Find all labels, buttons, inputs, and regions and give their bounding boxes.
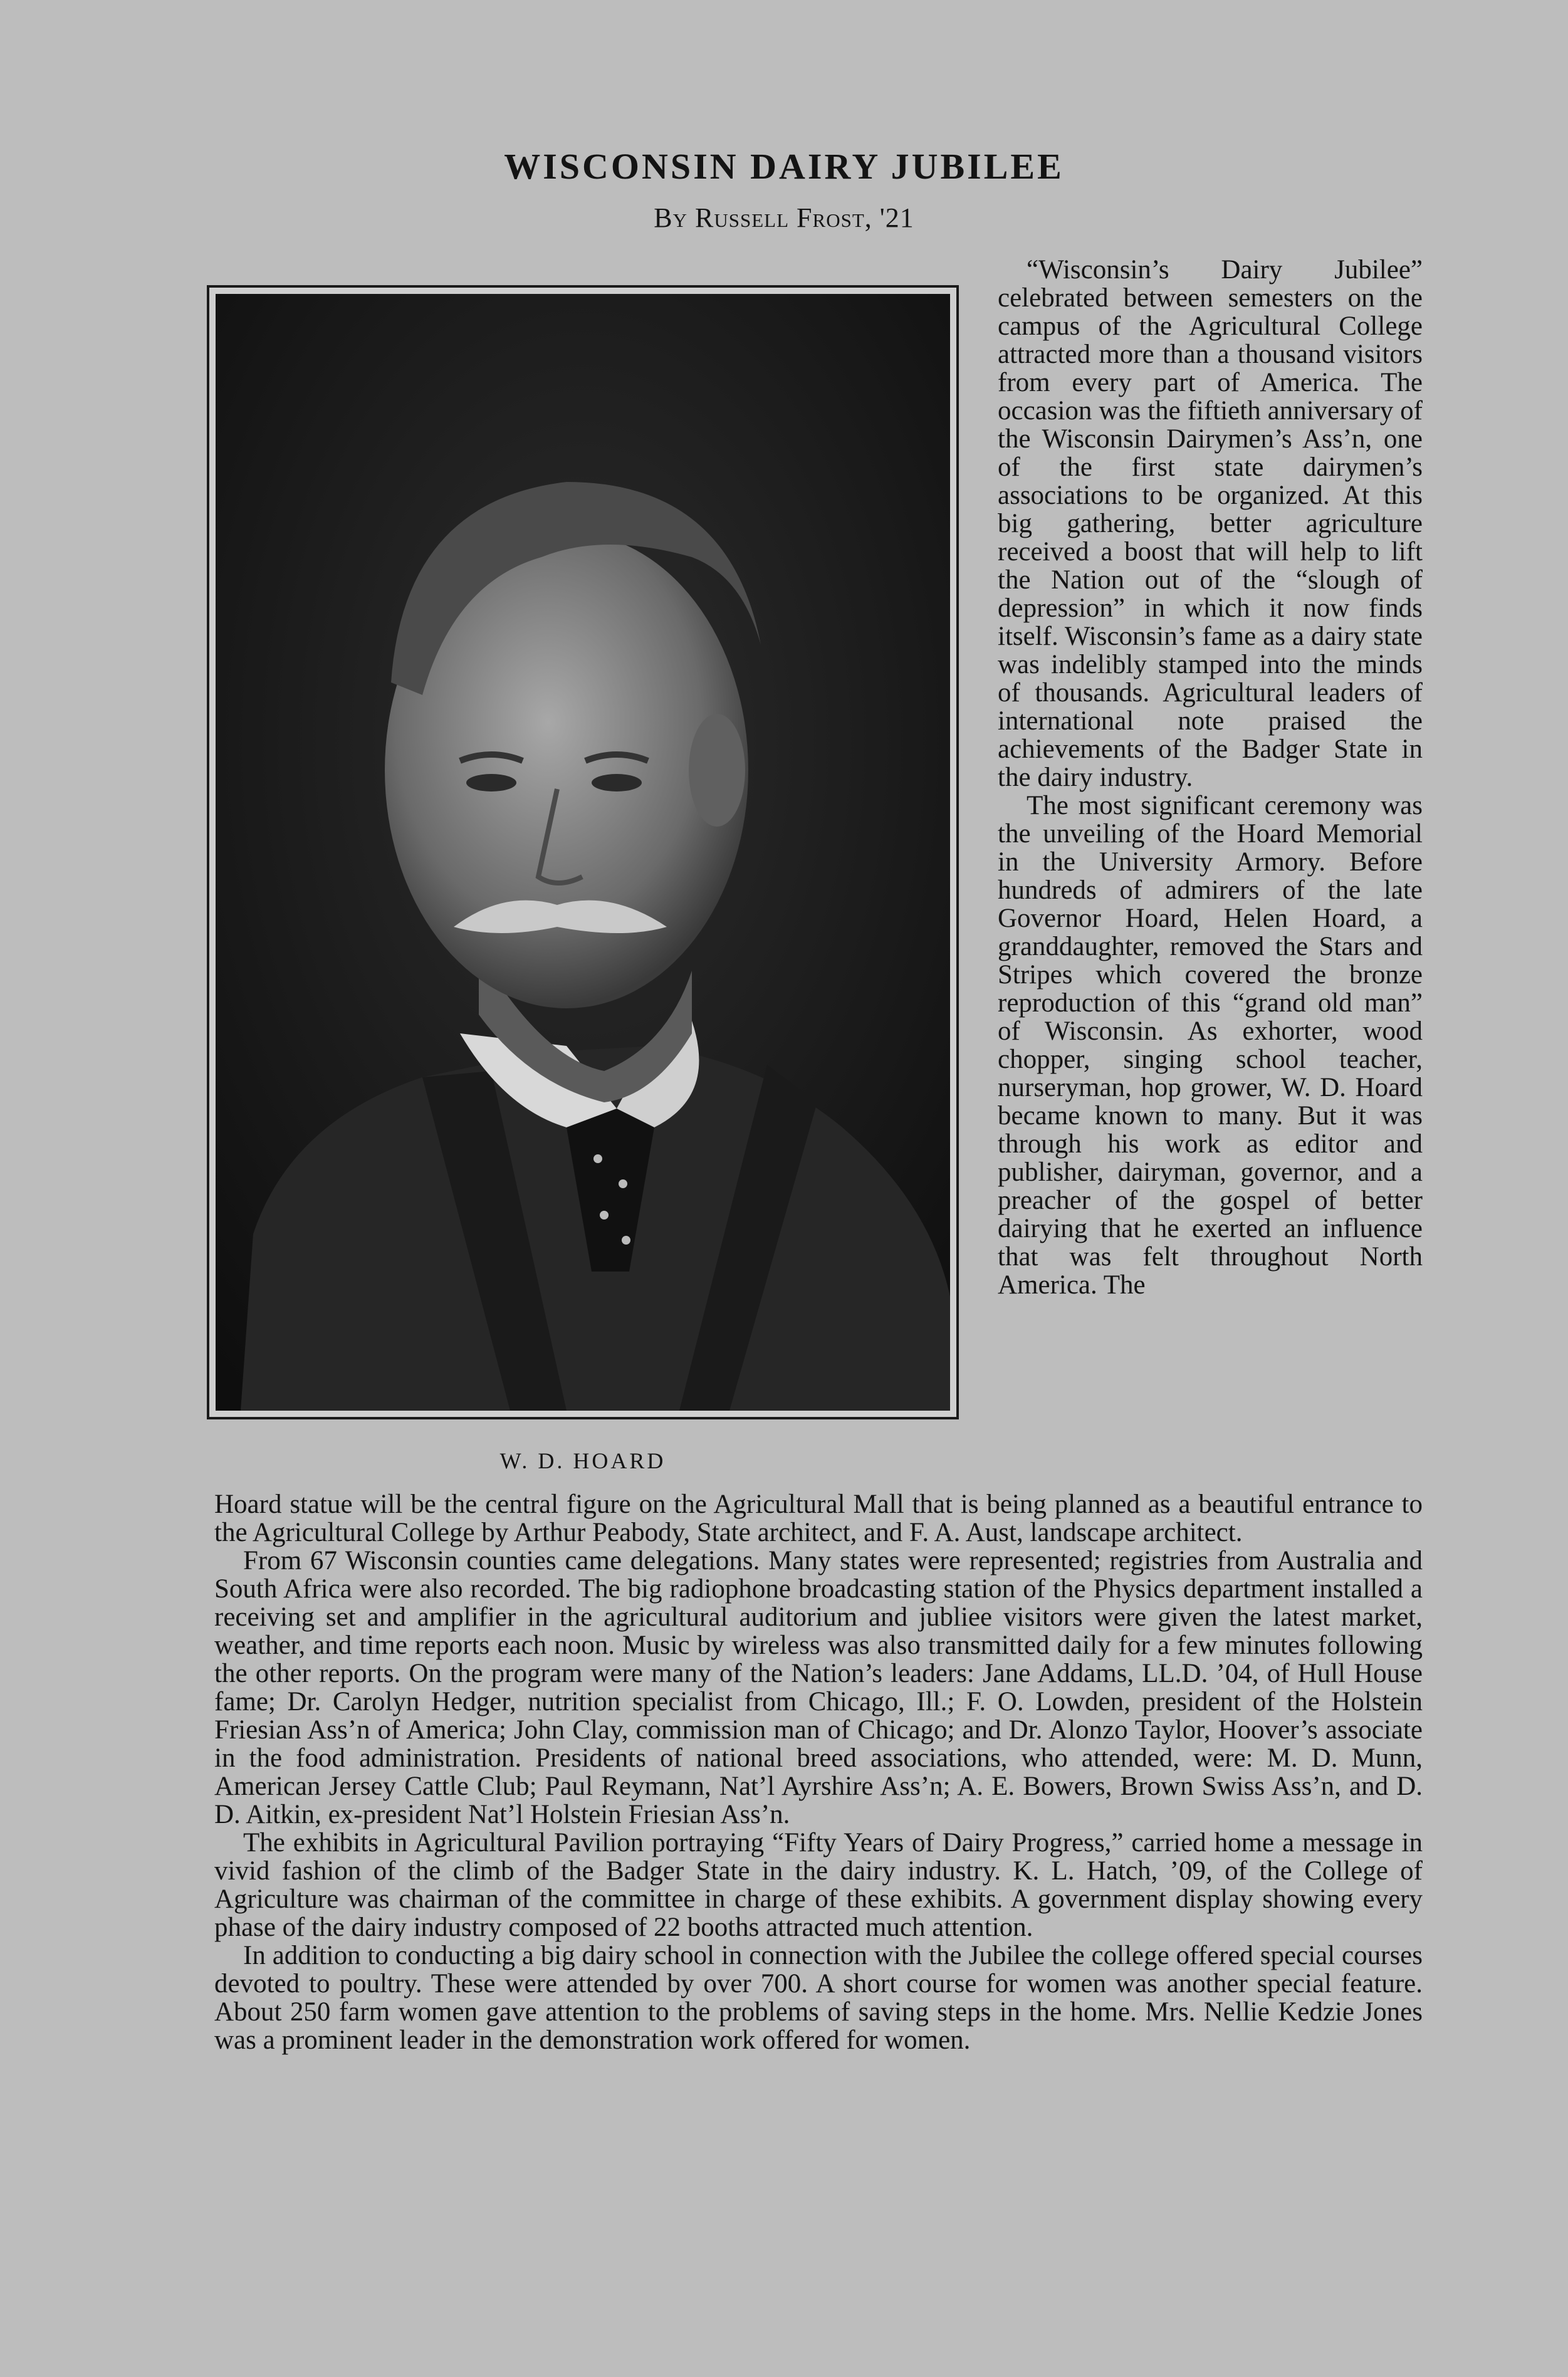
article-column-text (998, 256, 1423, 1299)
article-byline: By Russell Frost, '21 (654, 202, 914, 233)
article-paragraph: From 67 Wisconsin counties came delegations. Many states were represented; registries from Australia and South Africa were also recorded. The big radiophone broadcasting station of the Physics department installed a receiving set and amplifier in the agricultural auditorium and jubliee visitors were given the latest market, weather, and time reports each noon. Music by wireless was also transmitted daily for a few minutes following the other reports. On the program were many of the Nation’s leaders: Jane Addams, LL.D. ’04, of Hull House fame; Dr. Carolyn Hedger, nutrition specialist from Chicago, Ill.; F. O. Lowden, president of the Holstein Friesian Ass’n of America; John Clay, commission man of Chicago; and Dr. Alonzo Taylor, Hoover’s associate in the food administration. Presidents of national breed associations, who attended, were: M. D. Munn, American Jersey Cattle Club; Paul Reymann, Nat’l Ayrshire Ass’n; A. E. Bowers, Brown Swiss Ass’n, and D. D. Aitkin, ex-president Nat’l Holstein Friesian Ass’n. (214, 1546, 1423, 1829)
photo-caption: W. D. HOARD (499, 1448, 666, 1473)
portrait-photo (216, 294, 950, 1411)
article-paragraph: “Wisconsin’s Dairy Jubilee” celebrated between semesters on the campus of the Agricultural College attracted more than a thousand visitors from every part of America. The occasion was the fiftieth anniversary of the Wisconsin Dairymen’s Ass’n, one of the first state dairymen’s associations to be organized. At this big gathering, better agriculture received a boost that will help to lift the Nation out of the “slough of depression” in which it now finds itself. Wisconsin’s fame as a dairy state was indelibly stamped into the minds of thousands. Agricultural leaders of international note praised the achievements of the Badger State in the dairy industry. (998, 255, 1423, 792)
article-paragraph: The most significant ceremony was the unveiling of the Hoard Memorial in the University Armory. Before hundreds of admirers of the late Governor Hoard, Helen Hoard, a granddaughter, removed the Stars and Stripes which covered the bronze reproduction of this “grand old man” of Wisconsin. As exhorter, wood chopper, singing school teacher, nurseryman, hop grower, W. D. Hoard became known to many. But it was through his work as editor and publisher, dairyman, governor, and a preacher of the gospel of better dairying that he exerted an influence that was felt throughout North America. The (998, 791, 1423, 1300)
portrait-frame (207, 285, 959, 1419)
article-title: WISCONSIN DAIRY JUBILEE (504, 146, 1064, 187)
article-paragraph: The exhibits in Agricultural Pavilion portraying “Fifty Years of Dairy Progress,” carried home a message in vivid fashion of the climb of the Badger State in the dairy industry. K. L. Hatch, ’09, of the College of Agriculture was chairman of the committee in charge of these exhibits. A government display showing every phase of the dairy industry composed of 22 booths attracted much attention. (214, 1828, 1423, 1942)
article-paragraph: In addition to conducting a big dairy school in connection with the Jubilee the college offered special courses devoted to poultry. These were attended by over 700. A short course for women was another special feature. About 250 farm women gave attention to the problems of saving steps in the home. Mrs. Nellie Kedzie Jones was a prominent leader in the demonstration work offered for women. (214, 1941, 1423, 2055)
article-body-text (214, 1490, 1423, 2054)
article-continuation: Hoard statue will be the central figure on the Agricultural Mall that is being planned as a beautiful entrance to the Agricultural College by Arthur Peabody, State architect, and F. A. Aust, landscape architect. (214, 1490, 1423, 1547)
